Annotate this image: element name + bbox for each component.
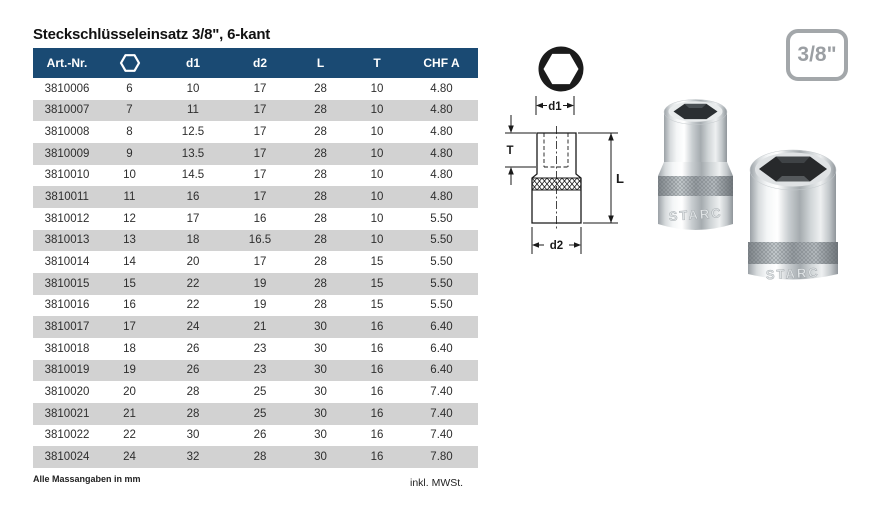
table-row — [33, 446, 478, 468]
page-title: Steckschlüsseleinsatz 3/8", 6-kant — [33, 26, 271, 43]
cell-price: 4.80 — [430, 147, 453, 160]
cell-artnr: 3810009 — [44, 147, 90, 160]
cell-depth: 10 — [370, 104, 384, 117]
cell-d2: 16.5 — [248, 234, 272, 247]
cell-price: 7.40 — [430, 429, 453, 442]
cell-length: 28 — [314, 169, 327, 182]
cell-artnr: 3810017 — [44, 321, 90, 334]
table-header-row — [33, 48, 478, 78]
brand-engraving-large: STARC — [765, 264, 821, 283]
cell-d1: 18 — [186, 234, 200, 247]
table-row — [33, 338, 478, 360]
cell-length: 30 — [314, 386, 327, 399]
cell-d1: 28 — [186, 386, 200, 399]
vat-footnote: inkl. MWSt. — [410, 477, 464, 489]
table-row — [33, 403, 478, 425]
table-row — [33, 165, 478, 187]
table-row — [33, 186, 478, 208]
cell-depth: 10 — [370, 147, 384, 160]
cell-size: 12 — [123, 212, 136, 225]
table-row — [33, 381, 478, 403]
cell-depth: 10 — [370, 169, 384, 182]
cell-depth: 16 — [370, 342, 384, 355]
cell-d2: 28 — [253, 450, 267, 463]
cell-d2: 16 — [253, 212, 267, 225]
cell-size: 19 — [123, 364, 136, 377]
cell-length: 30 — [314, 429, 327, 442]
cell-length: 28 — [314, 82, 327, 95]
cell-d2: 17 — [253, 82, 267, 95]
cell-d2: 19 — [253, 277, 267, 290]
cell-price: 7.40 — [430, 386, 453, 399]
cell-price: 5.50 — [430, 234, 453, 247]
cell-length: 30 — [314, 321, 327, 334]
cell-artnr: 3810015 — [44, 277, 90, 290]
cell-d1: 11 — [187, 104, 199, 117]
cell-artnr: 3810012 — [44, 212, 90, 225]
dim-label-d2: d2 — [549, 240, 564, 252]
table-row — [33, 273, 478, 295]
cell-d2: 17 — [253, 126, 267, 139]
cell-artnr: 3810020 — [44, 386, 90, 399]
socket-top-view-icon — [535, 44, 587, 94]
cell-price: 5.50 — [430, 256, 453, 269]
dim-label-l: L — [616, 171, 624, 186]
cell-price: 4.80 — [430, 126, 453, 139]
col-length: L — [292, 48, 349, 78]
cell-d2: 25 — [253, 386, 267, 399]
cell-size: 14 — [123, 256, 136, 269]
product-table — [33, 48, 478, 468]
dim-label-d1: d1 — [548, 100, 562, 113]
cell-d1: 26 — [186, 342, 200, 355]
product-photo-small-socket — [656, 96, 736, 238]
cell-price: 5.50 — [430, 212, 453, 225]
cell-size: 11 — [123, 191, 136, 204]
cell-price: 4.80 — [430, 169, 453, 182]
table-row — [33, 251, 478, 273]
cell-price: 7.40 — [430, 407, 453, 420]
table-row — [33, 316, 478, 338]
cell-price: 7.80 — [430, 450, 453, 463]
cell-d1: 28 — [186, 407, 200, 420]
cell-size: 18 — [123, 342, 136, 355]
cell-length: 30 — [314, 342, 327, 355]
cell-size: 13 — [123, 234, 136, 247]
cell-artnr: 3810019 — [44, 364, 90, 377]
col-d2: d2 — [228, 48, 292, 78]
cell-depth: 16 — [370, 386, 384, 399]
cell-artnr: 3810007 — [44, 104, 90, 117]
cell-d2: 17 — [253, 104, 267, 117]
product-photo-large-socket — [746, 144, 840, 286]
cell-depth: 15 — [370, 299, 384, 312]
hexagon-outline-icon — [119, 53, 141, 73]
dim-label-t: T — [506, 145, 514, 157]
cell-d2: 17 — [253, 256, 267, 269]
cell-d2: 17 — [253, 147, 267, 160]
cell-d2: 21 — [253, 321, 267, 334]
col-depth: T — [349, 48, 405, 78]
cell-d1: 14.5 — [181, 169, 205, 182]
cell-price: 4.80 — [430, 191, 453, 204]
cell-artnr: 3810011 — [45, 191, 89, 204]
cell-depth: 16 — [370, 450, 384, 463]
cell-depth: 10 — [370, 126, 384, 139]
cell-d2: 23 — [253, 364, 267, 377]
cell-length: 28 — [314, 277, 327, 290]
cell-size: 17 — [123, 321, 136, 334]
cell-artnr: 3810018 — [44, 342, 90, 355]
units-footnote: Alle Massangaben in mm — [33, 474, 141, 484]
cell-depth: 15 — [370, 256, 384, 269]
cell-d1: 10 — [186, 82, 200, 95]
cell-d2: 23 — [253, 342, 267, 355]
col-d1: d1 — [158, 48, 228, 78]
cell-length: 28 — [314, 126, 327, 139]
cell-depth: 16 — [370, 429, 384, 442]
table-row — [33, 425, 478, 447]
cell-d1: 13.5 — [181, 147, 205, 160]
cell-length: 28 — [314, 234, 327, 247]
cell-artnr: 3810013 — [44, 234, 90, 247]
cell-price: 6.40 — [430, 364, 453, 377]
cell-d1: 16 — [186, 191, 200, 204]
cell-length: 28 — [314, 256, 327, 269]
table-row — [33, 143, 478, 165]
col-size — [101, 48, 158, 78]
cell-artnr: 3810022 — [44, 429, 90, 442]
cell-length: 28 — [314, 191, 327, 204]
cell-length: 28 — [314, 212, 327, 225]
col-artnr: Art.-Nr. — [33, 48, 101, 78]
cell-price: 6.40 — [430, 342, 453, 355]
cell-size: 16 — [123, 299, 136, 312]
cell-artnr: 3810014 — [44, 256, 90, 269]
cell-depth: 10 — [370, 82, 384, 95]
cell-artnr: 3810010 — [44, 169, 90, 182]
cell-artnr: 3810016 — [44, 299, 90, 312]
cell-d1: 32 — [186, 450, 200, 463]
cell-d1: 24 — [186, 321, 200, 334]
table-row — [33, 295, 478, 317]
cell-d1: 30 — [186, 429, 200, 442]
drive-size-badge — [786, 29, 848, 81]
cell-size: 15 — [123, 277, 136, 290]
cell-d1: 17 — [186, 212, 200, 225]
cell-price: 4.80 — [430, 104, 453, 117]
cell-size: 21 — [123, 407, 136, 420]
table-row — [33, 78, 478, 100]
cell-price: 4.80 — [430, 82, 453, 95]
cell-price: 5.50 — [430, 277, 453, 290]
cell-artnr: 3810021 — [44, 407, 90, 420]
col-price: CHF A — [405, 48, 478, 78]
cell-d2: 17 — [253, 191, 267, 204]
table-row — [33, 121, 478, 143]
cell-size: 6 — [126, 82, 133, 95]
cell-artnr: 3810006 — [44, 82, 90, 95]
table-row — [33, 230, 478, 252]
cell-size: 22 — [123, 429, 136, 442]
cell-length: 28 — [314, 147, 327, 160]
cell-d1: 20 — [186, 256, 200, 269]
cell-d2: 26 — [253, 429, 267, 442]
brand-engraving-small: STARC — [668, 205, 724, 224]
cell-depth: 16 — [370, 321, 384, 334]
table-row — [33, 360, 478, 382]
dimension-drawing — [497, 88, 647, 268]
cell-d1: 26 — [186, 364, 200, 377]
cell-depth: 16 — [370, 364, 384, 377]
cell-d2: 25 — [253, 407, 267, 420]
cell-depth: 16 — [370, 407, 384, 420]
cell-price: 5.50 — [430, 299, 453, 312]
cell-length: 28 — [314, 299, 327, 312]
cell-length: 30 — [314, 364, 327, 377]
cell-length: 30 — [314, 407, 327, 420]
table-row — [33, 208, 478, 230]
cell-length: 30 — [314, 450, 327, 463]
cell-size: 9 — [126, 147, 133, 160]
table-body — [33, 78, 478, 468]
cell-length: 28 — [314, 104, 327, 117]
cell-artnr: 3810008 — [44, 126, 90, 139]
cell-depth: 10 — [370, 212, 384, 225]
cell-d1: 12.5 — [181, 126, 205, 139]
cell-size: 24 — [123, 450, 136, 463]
cell-depth: 10 — [370, 191, 384, 204]
cell-d2: 19 — [253, 299, 267, 312]
cell-size: 10 — [123, 169, 136, 182]
drive-size-label: 3/8" — [797, 43, 837, 66]
cell-d1: 22 — [186, 277, 200, 290]
cell-size: 8 — [126, 126, 133, 139]
cell-depth: 15 — [370, 277, 384, 290]
cell-price: 6.40 — [430, 321, 453, 334]
table-row — [33, 100, 478, 122]
cell-depth: 10 — [370, 234, 384, 247]
cell-artnr: 3810024 — [44, 450, 90, 463]
cell-d1: 22 — [186, 299, 200, 312]
cell-size: 20 — [123, 386, 136, 399]
cell-size: 7 — [126, 104, 133, 117]
cell-d2: 17 — [253, 169, 267, 182]
